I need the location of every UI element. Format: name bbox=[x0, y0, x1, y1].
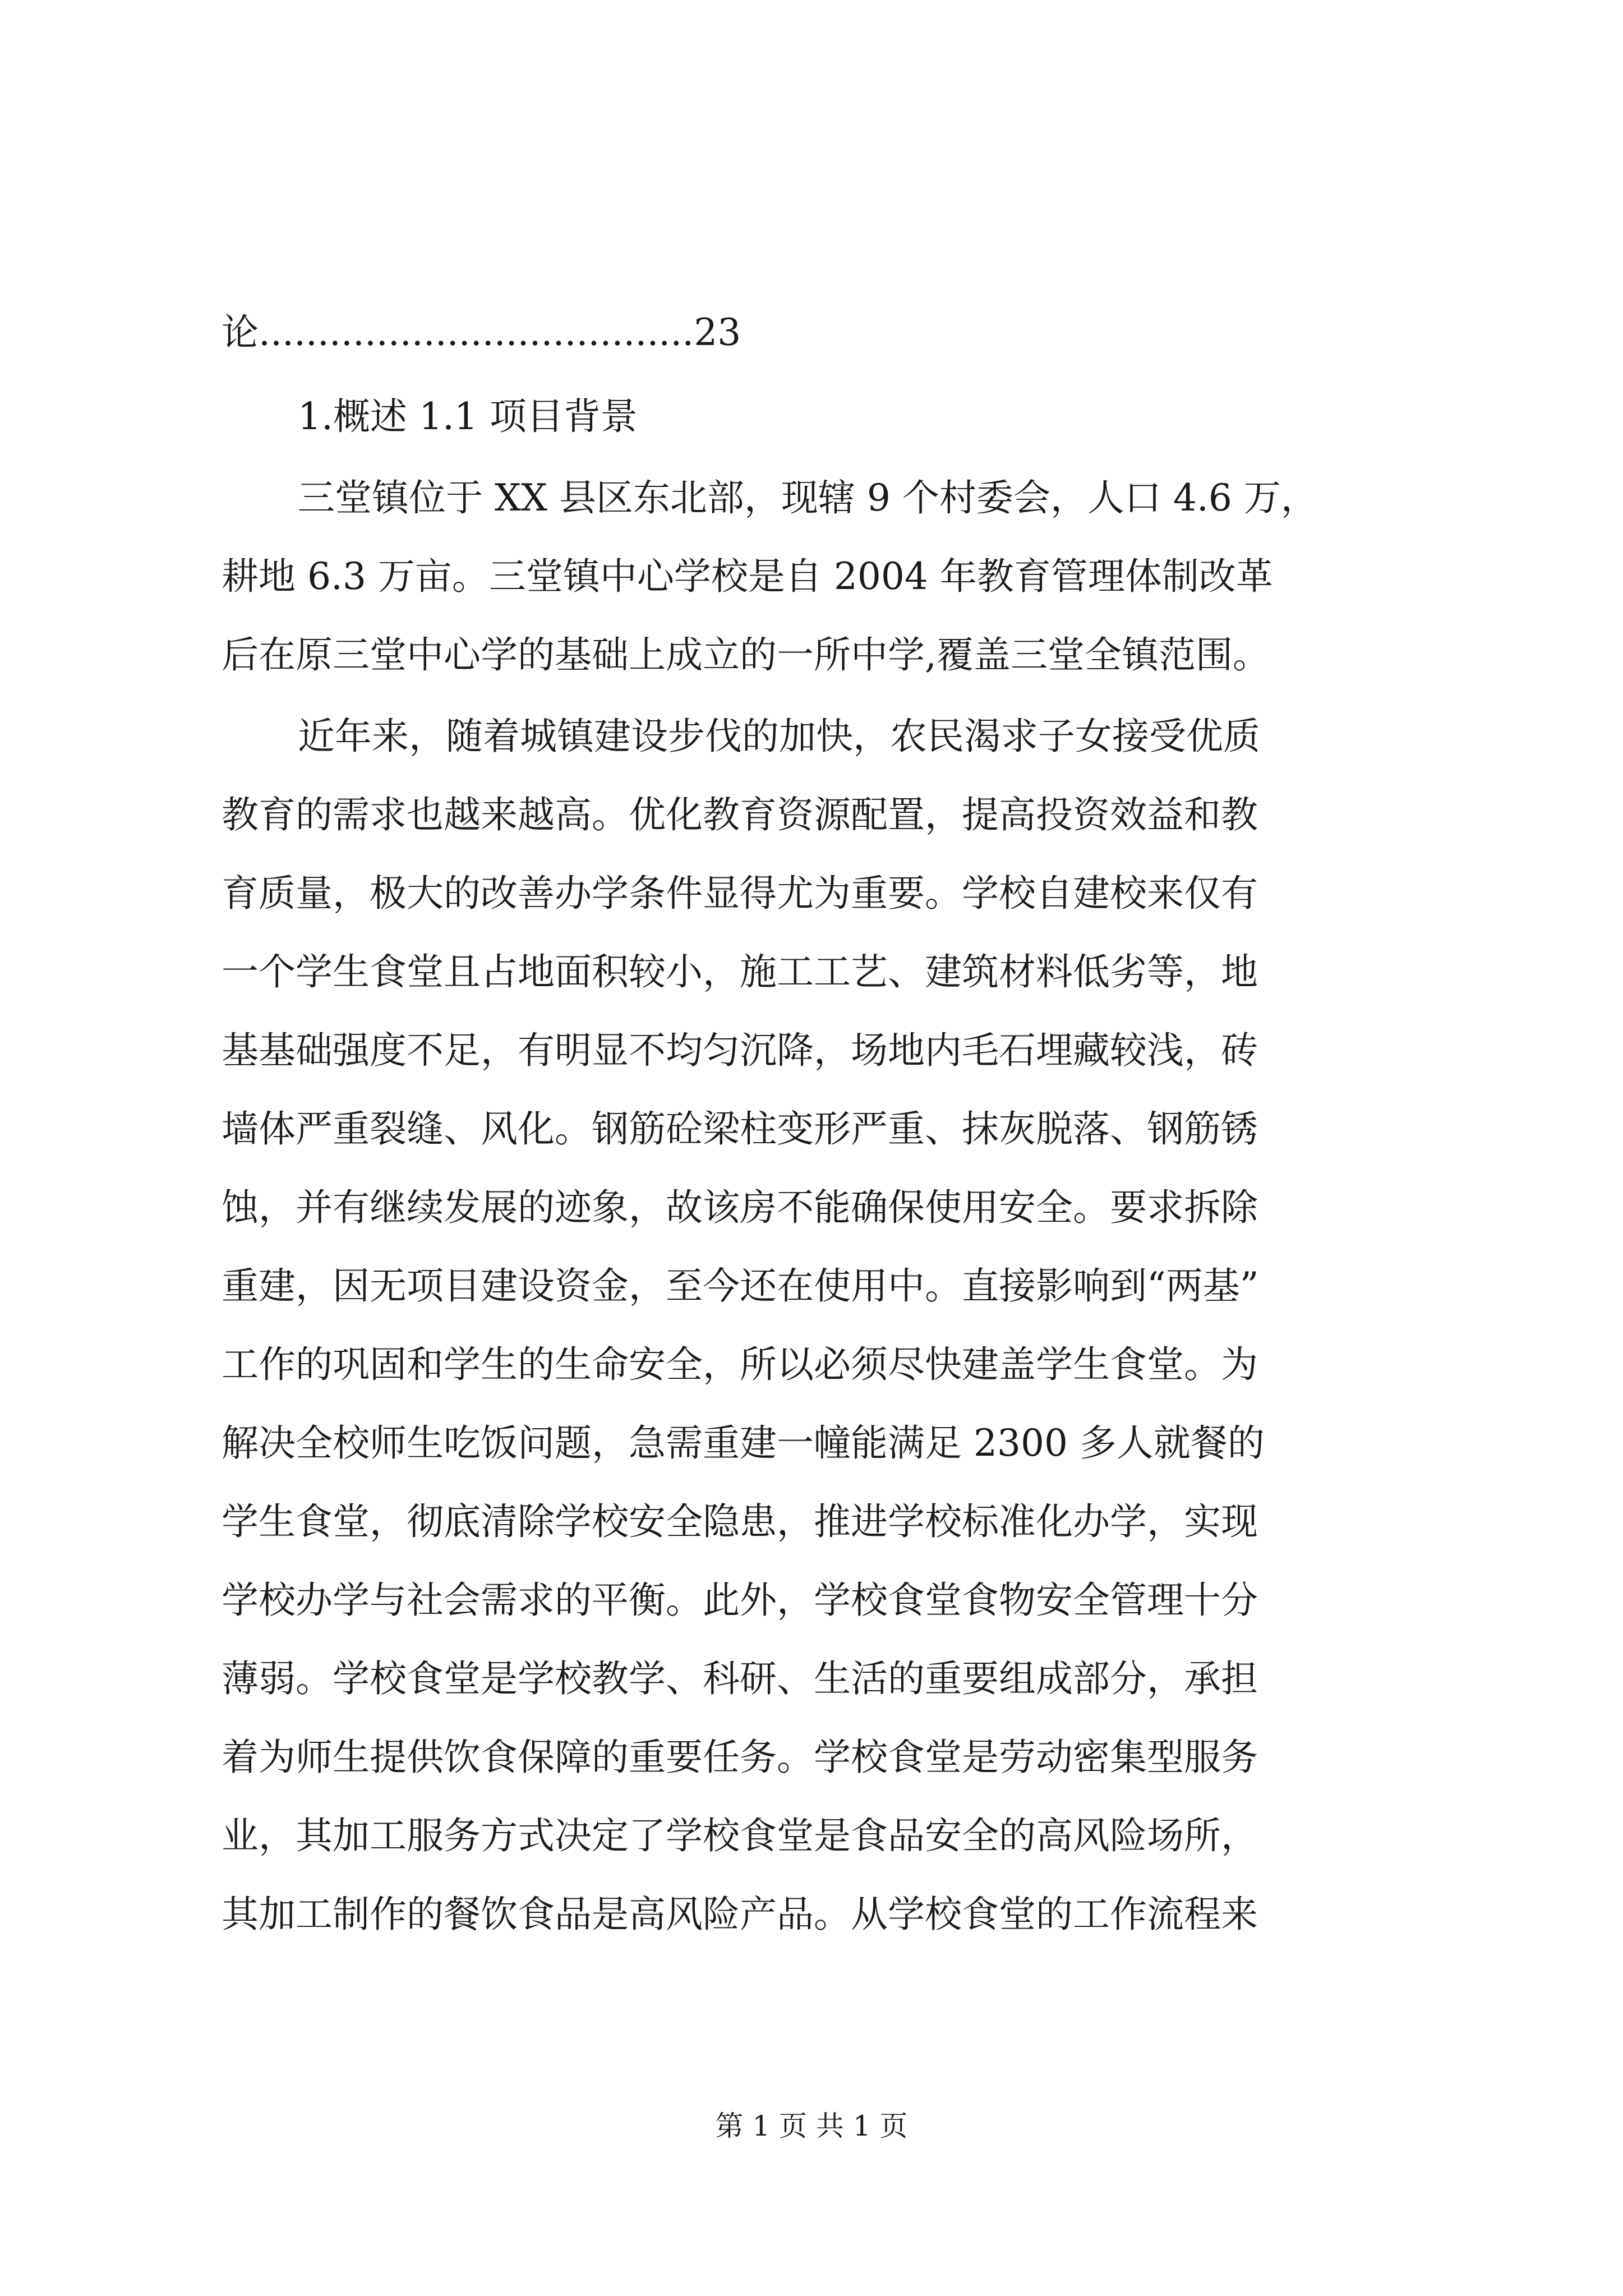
paragraph2-line: 着为师生提供饮食保障的重要任务。学校食堂是劳动密集型服务 bbox=[222, 1736, 1258, 1779]
paragraph2-line: 教育的需求也越来越高。优化教育资源配置，提高投资效益和教 bbox=[222, 793, 1258, 836]
paragraph2-line: 业，其加工服务方式决定了学校食堂是食品安全的高风险场所， bbox=[222, 1814, 1258, 1857]
paragraph2-line: 一个学生食堂且占地面积较小，施工工艺、建筑材料低劣等，地 bbox=[222, 950, 1258, 993]
paragraph2-line: 育质量，极大的改善办学条件显得尤为重要。学校自建校来仅有 bbox=[222, 872, 1258, 915]
paragraph2-line: 解决全校师生吃饭问题，急需重建一幢能满足 2300 多人就餐的 bbox=[222, 1421, 1265, 1465]
paragraph2-line: 薄弱。学校食堂是学校教学、科研、生活的重要组成部分，承担 bbox=[222, 1657, 1258, 1700]
paragraph2-line: 近年来，随着城镇建设步伐的加快，农民渴求子女接受优质 bbox=[298, 715, 1260, 758]
paragraph2-line: 学校办学与社会需求的平衡。此外，学校食堂食物安全管理十分 bbox=[222, 1579, 1258, 1622]
paragraph1-line: 后在原三堂中心学的基础上成立的一所中学,覆盖三堂全镇范围。 bbox=[222, 633, 1270, 677]
paragraph1-line: 三堂镇位于 XX 县区东北部，现辖 9 个村委会，人口 4.6 万， bbox=[298, 476, 1318, 519]
paragraph2-line: 墙体严重裂缝、风化。钢筋砼梁柱变形严重、抹灰脱落、钢筋锈 bbox=[222, 1107, 1258, 1151]
paragraph2-line: 重建，因无项目建设资金，至今还在使用中。直接影响到“两基” bbox=[222, 1264, 1259, 1308]
page-footer: 第 1 页 共 1 页 bbox=[715, 2110, 908, 2142]
paragraph2-line: 其加工制作的餐饮食品是高风险产品。从学校食堂的工作流程来 bbox=[222, 1893, 1258, 1936]
paragraph1-line: 耕地 6.3 万亩。三堂镇中心学校是自 2004 年教育管理体制改革 bbox=[222, 555, 1273, 598]
section-heading: 1.概述 1.1 项目背景 bbox=[298, 395, 638, 438]
paragraph2-line: 基基础强度不足，有明显不均匀沉降，场地内毛石埋藏较浅，砖 bbox=[222, 1029, 1258, 1072]
toc-entry: 论.....................................23 bbox=[222, 311, 741, 354]
paragraph2-line: 学生食堂，彻底清除学校安全隐患，推进学校标准化办学，实现 bbox=[222, 1500, 1258, 1543]
paragraph2-line: 蚀，并有继续发展的迹象，故该房不能确保使用安全。要求拆除 bbox=[222, 1186, 1258, 1229]
paragraph2-line: 工作的巩固和学生的生命安全，所以必须尽快建盖学生食堂。为 bbox=[222, 1343, 1258, 1386]
